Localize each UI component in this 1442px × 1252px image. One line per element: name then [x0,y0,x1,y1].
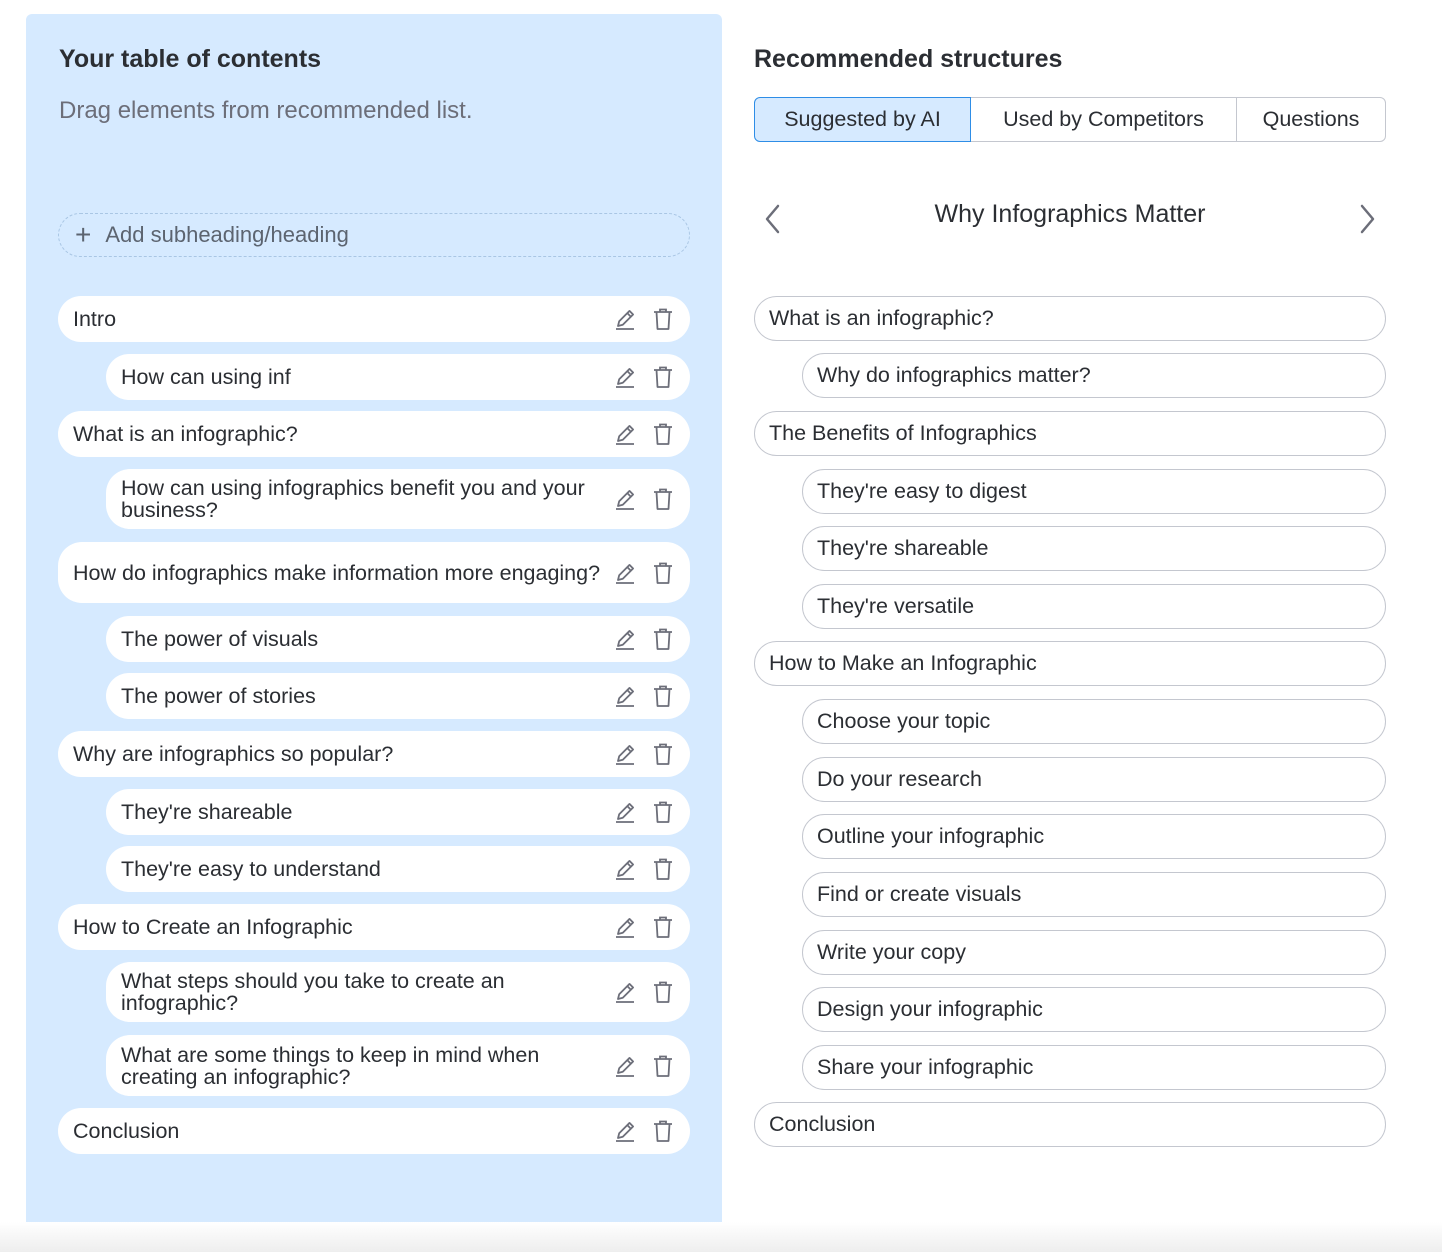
pencil-icon[interactable] [612,799,638,825]
recommended-subheading[interactable]: Share your infographic [802,1045,1386,1090]
pencil-icon[interactable] [612,1118,638,1144]
tab-suggested-by-ai[interactable]: Suggested by AI [754,97,971,142]
toc-item-label: What are some things to keep in mind when creating an infographic? [121,1042,540,1089]
recommended-heading[interactable]: The Benefits of Infographics [754,411,1386,456]
recommended-subheading[interactable]: Design your infographic [802,987,1386,1032]
pencil-icon[interactable] [612,364,638,390]
toc-subheading-row[interactable] [106,673,690,719]
bottom-edge [0,1222,1442,1252]
toc-item-label: They're shareable [121,800,293,824]
trash-icon[interactable] [650,799,676,825]
tab-used-by-competitors[interactable]: Used by Competitors [970,97,1237,142]
trash-icon[interactable] [650,683,676,709]
trash-icon[interactable] [650,914,676,940]
recommended-subheading[interactable]: They're versatile [802,584,1386,629]
toc-heading-row[interactable] [58,411,690,457]
toc-heading-row[interactable] [58,296,690,342]
recommended-subheading[interactable]: Write your copy [802,930,1386,975]
toc-subheading-row[interactable] [106,846,690,892]
toc-item-label: What is an infographic? [73,422,298,446]
toc-heading-row[interactable] [58,731,690,777]
recommended-heading[interactable]: How to Make an Infographic [754,641,1386,686]
toc-heading-row[interactable] [58,542,690,603]
toc-item-label: What steps should you take to create an infographic? [121,969,505,1015]
pencil-icon[interactable] [612,914,638,940]
toc-subheading-row[interactable] [106,789,690,835]
toc-item-label: The power of stories [121,684,316,708]
trash-icon[interactable] [650,486,676,512]
trash-icon[interactable] [650,364,676,390]
trash-icon[interactable] [650,306,676,332]
recommended-subheading[interactable]: Outline your infographic [802,814,1386,859]
tab-questions[interactable]: Questions [1236,97,1386,142]
trash-icon[interactable] [650,560,676,586]
trash-icon[interactable] [650,1053,676,1079]
chevron-right-icon[interactable] [1356,203,1378,235]
toc-item-label: Conclusion [73,1119,180,1143]
plus-icon: + [75,219,92,250]
pencil-icon[interactable] [612,306,638,332]
toc-item-label: The power of visuals [121,627,319,651]
recommended-heading[interactable]: What is an infographic? [754,296,1386,341]
pencil-icon[interactable] [612,856,638,882]
toc-item-label: How can using infographics benefit you and your business? [121,476,585,522]
toc-item-label: How to Create an Infographic [73,915,353,939]
toc-item-label: They're easy to understand [121,857,381,881]
recommended-subheading[interactable]: They're easy to digest [802,469,1386,514]
pencil-icon[interactable] [612,560,638,586]
toc-item-label: Why are infographics so popular? [73,742,394,766]
toc-subheading-row[interactable] [106,616,690,662]
add-subheading-label: Add subheading/heading [105,222,349,247]
pencil-icon[interactable] [612,486,638,512]
toc-title: Your table of contents [59,45,322,73]
toc-subtitle: Drag elements from recommended list. [59,97,473,124]
trash-icon[interactable] [650,856,676,882]
add-subheading-button[interactable] [58,213,690,257]
structure-tabs [754,97,1386,142]
recommended-subheading[interactable]: Do your research [802,757,1386,802]
toc-subheading-row[interactable] [106,1035,690,1096]
pencil-icon[interactable] [612,626,638,652]
toc-item-label: Intro [73,307,117,331]
pencil-icon[interactable] [612,421,638,447]
trash-icon[interactable] [650,1118,676,1144]
recommended-subheading[interactable]: Why do infographics matter? [802,353,1386,398]
pencil-icon[interactable] [612,979,638,1005]
pencil-icon[interactable] [612,741,638,767]
toc-item-label: How do infographics make information more engaging? [73,560,601,585]
toc-subheading-row[interactable] [106,962,690,1022]
recommended-subheading[interactable]: They're shareable [802,526,1386,571]
toc-item-label: How can using inf [121,365,291,389]
trash-icon[interactable] [650,626,676,652]
toc-subheading-row[interactable] [106,469,690,529]
recommended-heading[interactable]: Conclusion [754,1102,1386,1147]
structure-title: Why Infographics Matter [934,200,1206,228]
trash-icon[interactable] [650,741,676,767]
toc-subheading-row[interactable] [106,354,690,400]
recommended-subheading[interactable]: Find or create visuals [802,872,1386,917]
trash-icon[interactable] [650,421,676,447]
pencil-icon[interactable] [612,1053,638,1079]
recommended-title: Recommended structures [754,45,1063,73]
toc-heading-row[interactable] [58,1108,690,1154]
toc-heading-row[interactable] [58,904,690,950]
trash-icon[interactable] [650,979,676,1005]
pencil-icon[interactable] [612,683,638,709]
recommended-subheading[interactable]: Choose your topic [802,699,1386,744]
